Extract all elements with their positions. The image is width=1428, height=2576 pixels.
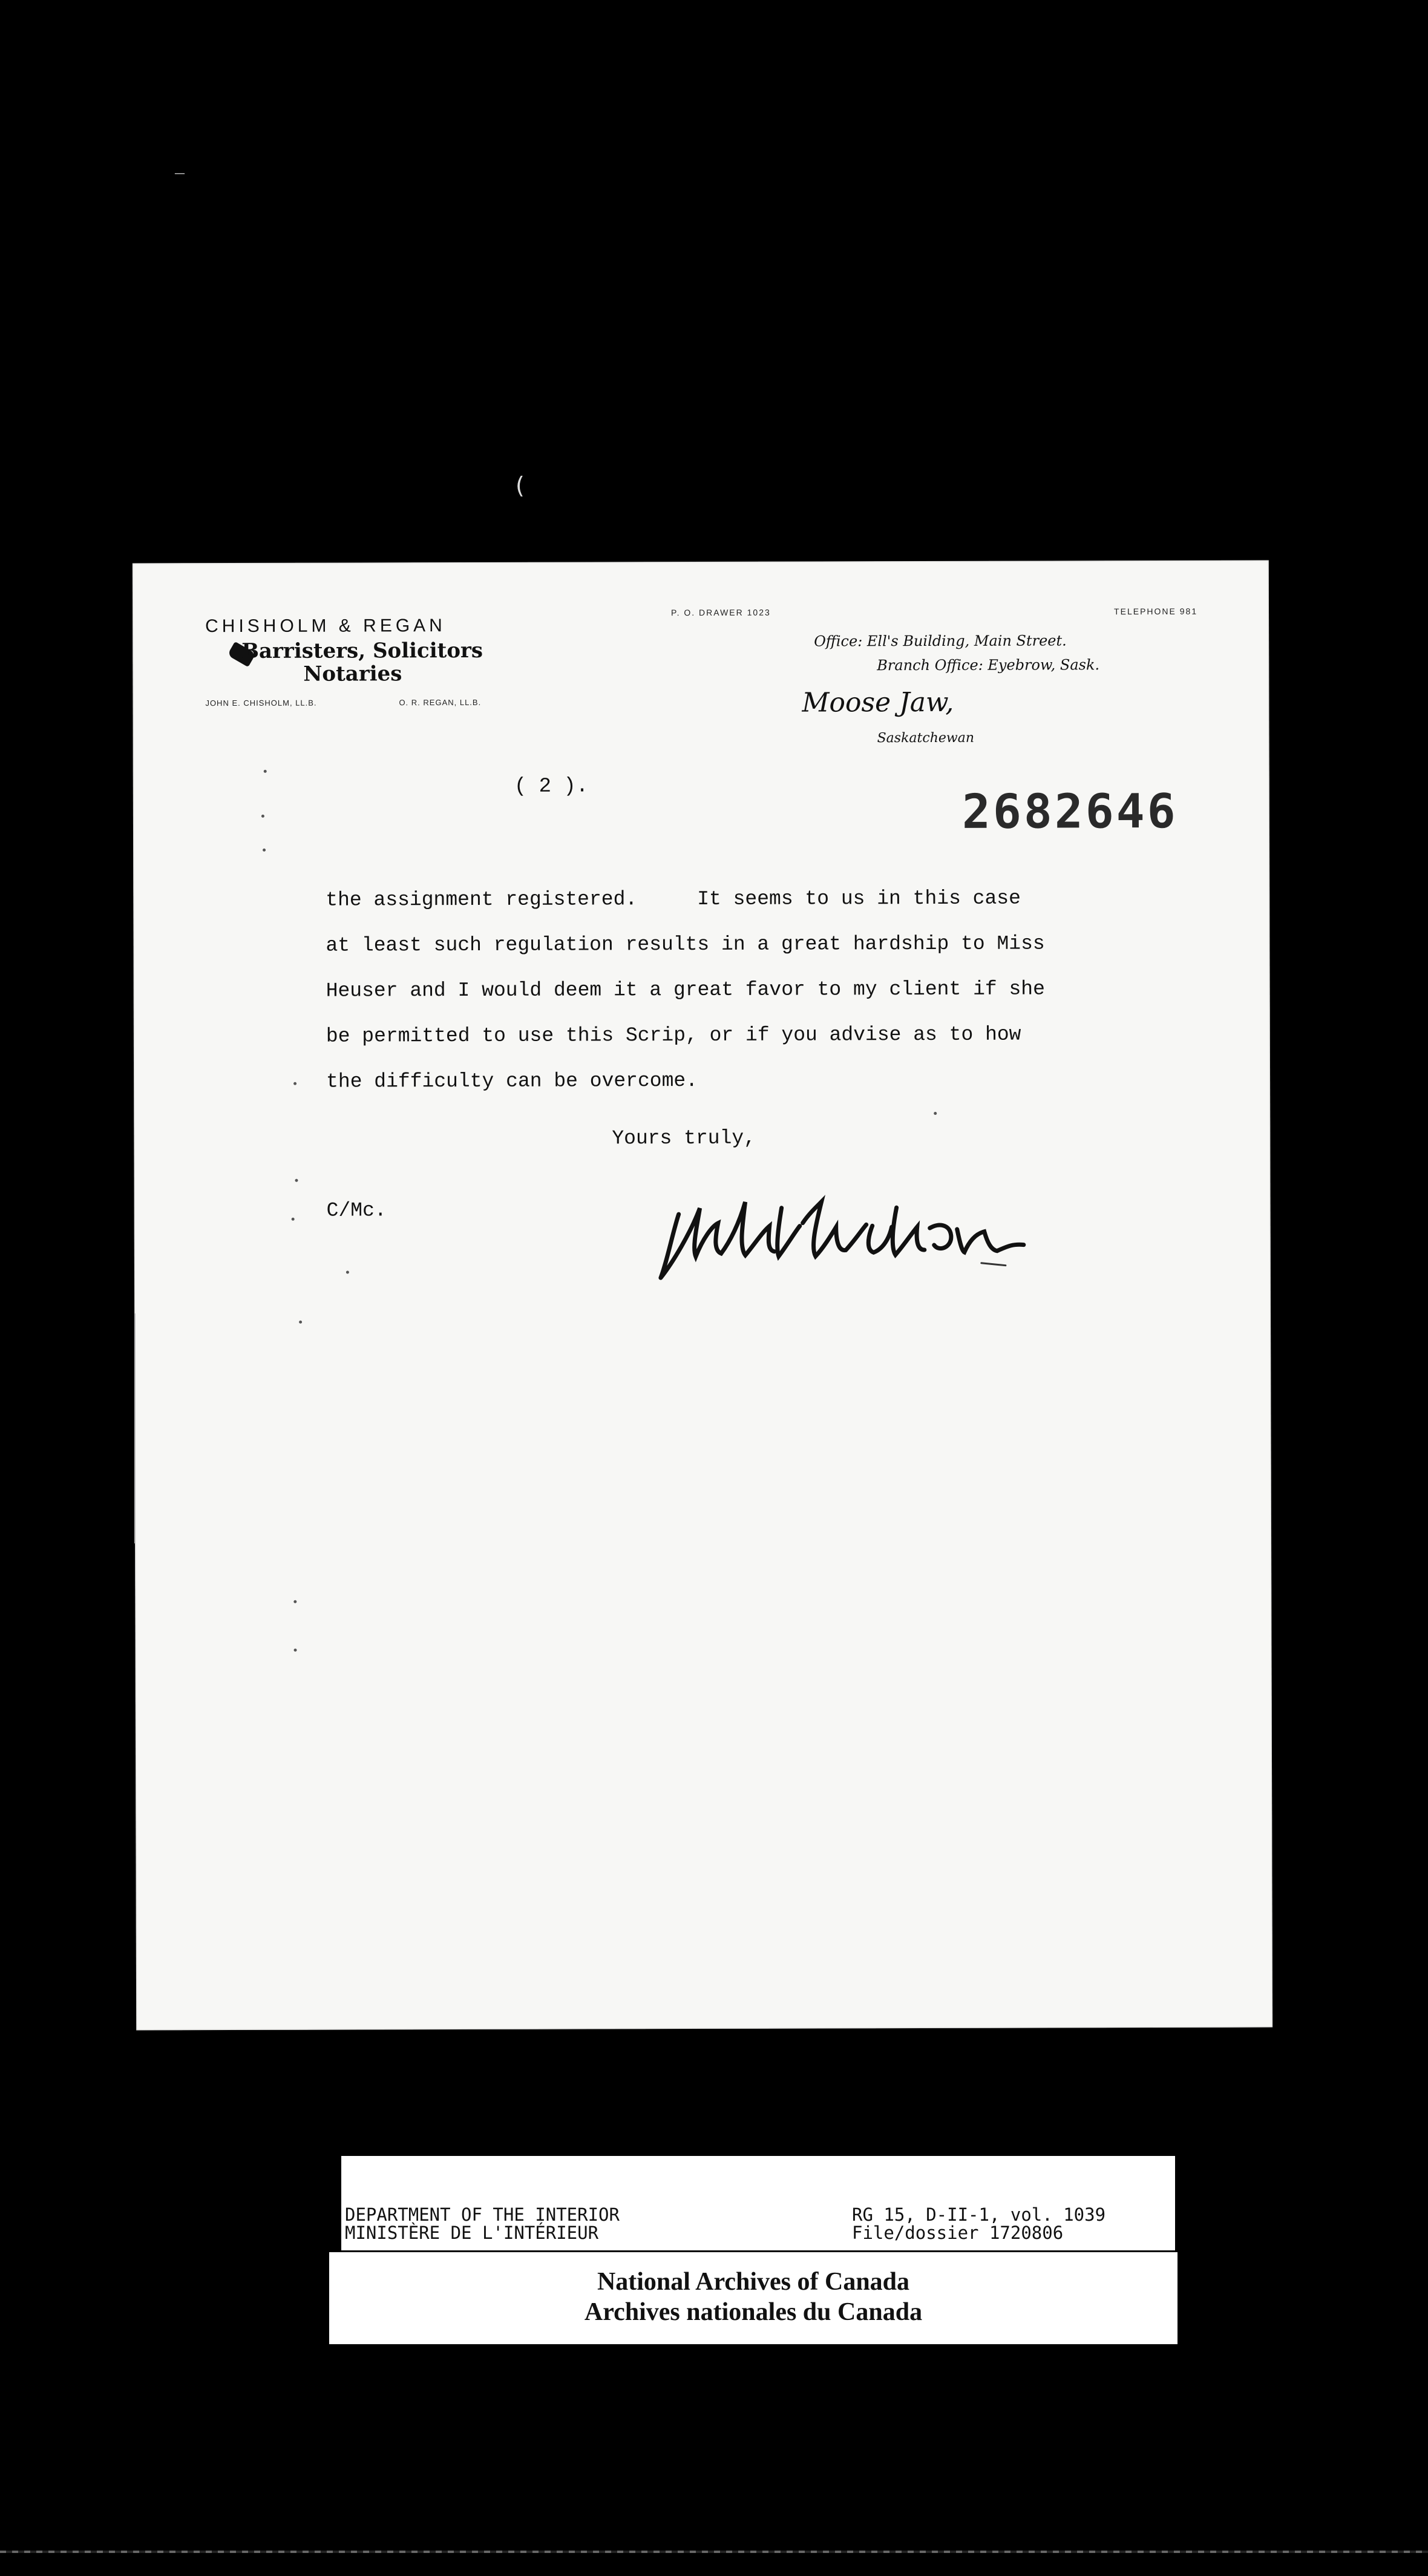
record-group-reference: RG 15, D-II-1, vol. 1039 xyxy=(852,2204,1106,2225)
city: Moose Jaw, xyxy=(802,686,954,718)
page-fold-edge xyxy=(134,1313,143,1543)
typist-initials: C/Mc. xyxy=(326,1199,387,1222)
department-english: DEPARTMENT OF THE INTERIOR xyxy=(345,2204,620,2225)
margin-speck xyxy=(295,1179,298,1182)
margin-speck xyxy=(293,1600,296,1603)
department-french: MINISTÈRE DE L'INTÉRIEUR xyxy=(345,2223,599,2243)
firm-notaries: Notaries xyxy=(303,662,402,686)
archives-name-english: National Archives of Canada xyxy=(597,2268,910,2296)
handwritten-signature xyxy=(655,1189,1048,1281)
body-line: the difficulty can be overcome. xyxy=(326,1070,698,1093)
catalog-department xyxy=(345,2206,620,2242)
file-stamp-number: 2682646 xyxy=(961,784,1178,840)
closing: Yours truly, xyxy=(612,1126,756,1150)
scan-artifact: ( xyxy=(516,472,525,499)
body-line: the assignment registered. It seems to us in this case xyxy=(326,887,1021,912)
province: Saskatchewan xyxy=(877,730,975,746)
margin-speck xyxy=(294,1649,297,1652)
file-number: File/dossier 1720806 xyxy=(852,2223,1064,2243)
branch-office-address: Branch Office: Eyebrow, Sask. xyxy=(877,656,1100,674)
archives-name-french: Archives nationales du Canada xyxy=(584,2298,923,2326)
margin-speck xyxy=(346,1271,349,1274)
body-line: Heuser and I would deem it a great favor to my client if she xyxy=(326,978,1045,1002)
margin-speck xyxy=(299,1321,302,1324)
letter-page xyxy=(133,560,1272,2031)
catalog-reference xyxy=(852,2206,1105,2242)
margin-speck xyxy=(264,770,267,773)
scan-artifact: — xyxy=(174,167,185,180)
office-address: Office: Ell's Building, Main Street. xyxy=(814,632,1067,650)
firm-profession: Barristers, Solicitors xyxy=(241,638,483,663)
po-drawer: P. O. DRAWER 1023 xyxy=(671,607,771,618)
firm-name: CHISHOLM & REGAN xyxy=(205,616,446,637)
partner-regan: O. R. REGAN, LL.B. xyxy=(399,697,482,708)
letter-body xyxy=(326,875,1270,1105)
margin-speck xyxy=(261,815,264,818)
margin-speck xyxy=(934,1112,937,1115)
page-number: ( 2 ). xyxy=(514,775,589,798)
margin-speck xyxy=(292,1218,295,1221)
body-line: be permitted to use this Scrip, or if you advise as to how xyxy=(326,1023,1021,1048)
body-line: at least such regulation results in a great hardship to Miss xyxy=(326,932,1045,957)
telephone: TELEPHONE 981 xyxy=(1114,606,1198,617)
partner-chisholm: JOHN E. CHISHOLM, LL.B. xyxy=(205,698,317,708)
archives-label xyxy=(329,2250,1177,2344)
catalog-label xyxy=(341,2156,1175,2265)
margin-speck xyxy=(293,1082,296,1085)
margin-speck xyxy=(263,849,266,852)
film-edge-strip xyxy=(0,2551,1428,2553)
